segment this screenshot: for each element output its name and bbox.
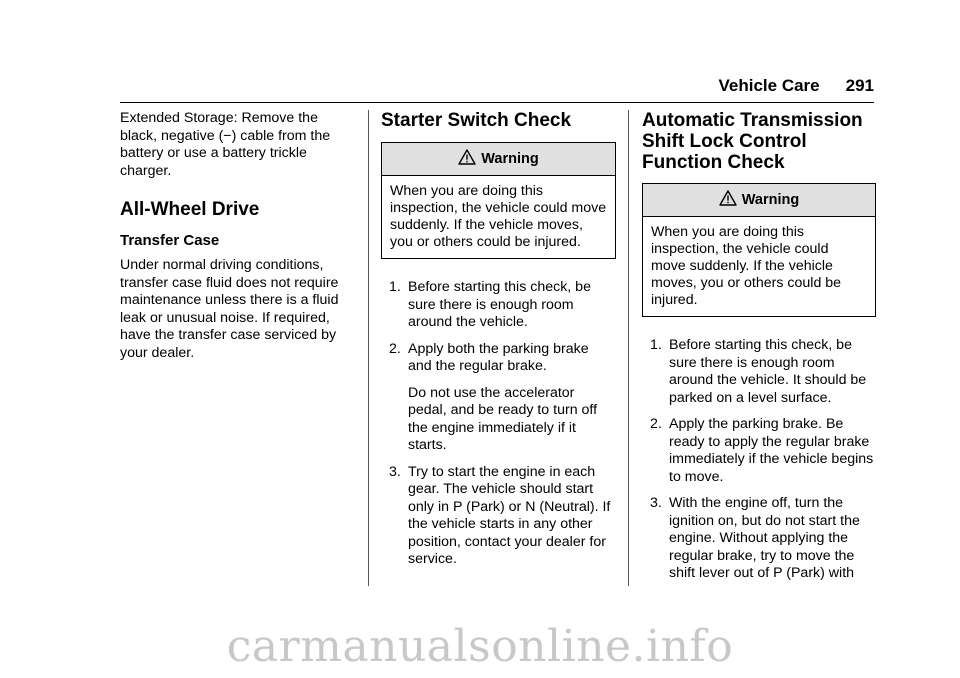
warning-header	[382, 143, 615, 176]
header-section-title: Vehicle Care	[718, 76, 820, 95]
warning-title: Warning	[741, 192, 800, 208]
watermark: carmanualsonline.info	[226, 621, 734, 672]
list-item-note: Do not use the accelerator pedal, and be ready to turn off the engine immediately if it starts.	[408, 384, 598, 453]
list-item: 2. Apply both the parking brake and the regular brake. Do not use the accelerator pedal, and be ready to turn off the engine immediately if it starts.	[381, 341, 616, 455]
warning-triangle-icon	[458, 149, 476, 165]
shift-lock-steps	[642, 337, 876, 583]
list-item: 3. With the engine off, turn the ignition on, but do not start the engine. Without applying the regular brake, try to move the shift lever out of P (Park) with	[650, 495, 860, 581]
extended-storage-text: Extended Storage: Remove the black, negative (−) cable from the battery or use a battery trickle charger.	[120, 110, 331, 179]
warning-triangle-icon	[719, 190, 737, 206]
warning-text: When you are doing this inspection, the vehicle could move suddenly. If the vehicle moves, you or others could be injured.	[390, 183, 607, 250]
page-header	[0, 76, 874, 96]
column-1	[120, 110, 356, 362]
warning-header	[643, 184, 875, 217]
all-wheel-drive-heading: All-Wheel Drive	[120, 199, 260, 220]
warning-title: Warning	[481, 151, 539, 167]
warning-text: When you are doing this inspection, the vehicle could move suddenly. If the vehicle moves, you or others could be injured.	[651, 224, 842, 308]
header-rule	[120, 102, 874, 103]
column-3	[642, 110, 876, 592]
warning-box	[642, 183, 876, 317]
starter-switch-heading: Starter Switch Check	[381, 110, 572, 131]
list-item: 1. Before starting this check, be sure there is enough room around the vehicle.	[389, 279, 591, 330]
starter-check-steps	[381, 279, 616, 569]
list-item: 1. Before starting this check, be sure there is enough room around the vehicle. It should be parked on a level surface.	[650, 337, 867, 406]
list-item: 2. Apply the parking brake. Be ready to apply the regular brake immediately if the vehicle begins to move.	[650, 416, 874, 485]
transfer-case-heading: Transfer Case	[120, 232, 220, 249]
column-divider-1	[368, 110, 369, 586]
shift-lock-heading: Automatic Transmission Shift Lock Control Function Check	[642, 110, 863, 173]
warning-box	[381, 142, 616, 259]
list-item: 3. Try to start the engine in each gear. The vehicle should start only in P (Park) or N (Neutral). If the vehicle starts in any other position, contact your dealer for service.	[389, 463, 611, 567]
page-number: 291	[845, 76, 874, 95]
column-2	[381, 110, 616, 578]
column-divider-2	[628, 110, 629, 586]
transfer-case-text: Under normal driving conditions, transfer case fluid does not require maintenance unless there is a fluid leak or unusual noise. If required, have the transfer case serviced by your dealer.	[120, 257, 339, 361]
